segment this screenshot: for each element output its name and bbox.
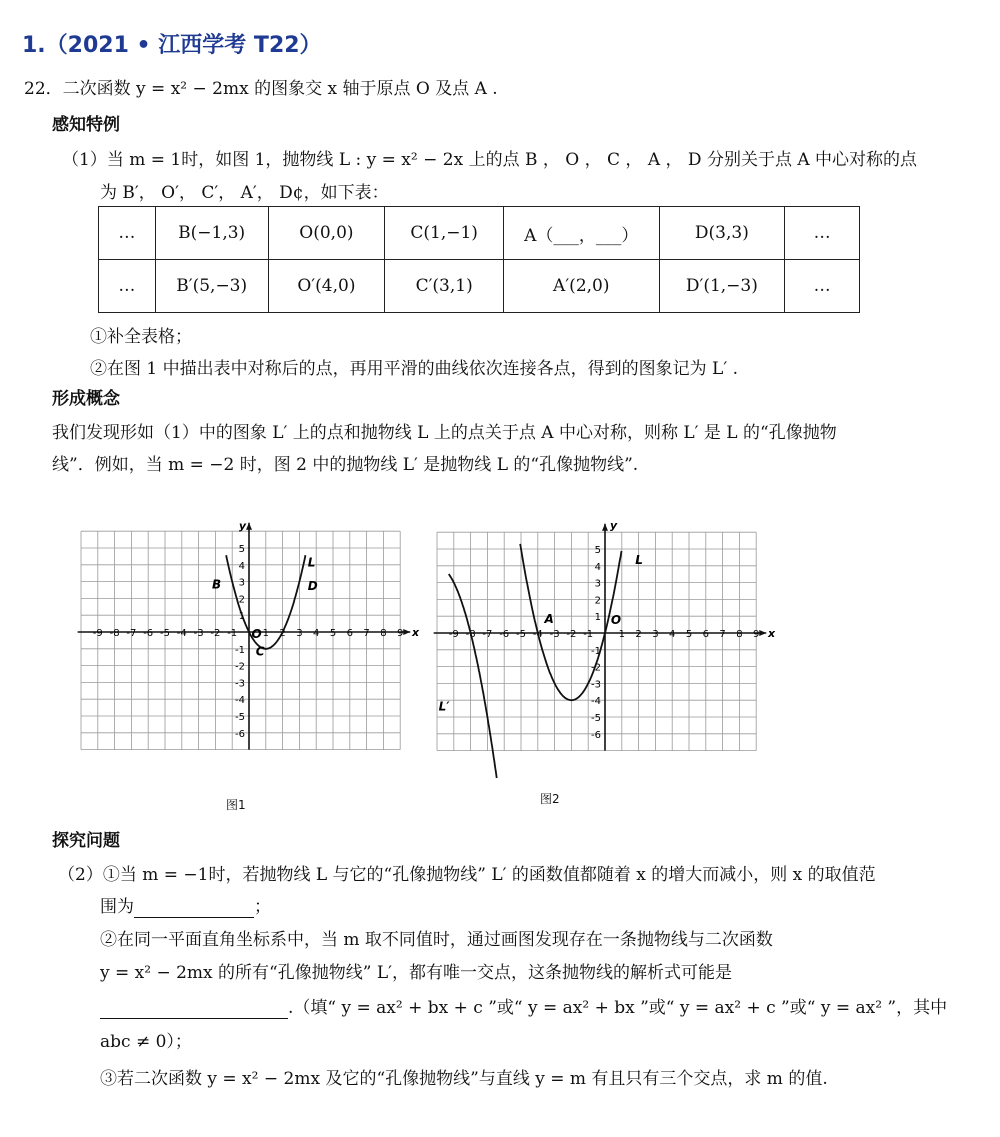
- x-tick-label: 2: [635, 629, 642, 640]
- y-tick-label: 4: [594, 561, 601, 573]
- figure-1-tick-labels: [93, 544, 404, 740]
- y-tick-label: -6: [235, 728, 245, 740]
- table-row: [99, 207, 860, 260]
- section-heading-3: 探究问题: [52, 831, 120, 851]
- figure-1-graph: [60, 478, 430, 778]
- x-axis-label: x: [767, 627, 776, 640]
- x-tick-label: -9: [448, 629, 459, 640]
- table-cell: O′(4,0): [268, 260, 385, 313]
- task-2: ②在图 1 中描出表中对称后的点，再用平滑的曲线依次连接各点，得到的图象记为 L′ .: [90, 359, 738, 379]
- figure-2-caption: 图2: [540, 792, 560, 806]
- y-tick-label: -6: [591, 729, 601, 741]
- x-tick-label: 3: [652, 629, 659, 640]
- x-tick-label: -4: [176, 628, 187, 639]
- table-cell: …: [785, 207, 860, 260]
- x-tick-label: -1: [583, 629, 594, 640]
- x-tick-label: -4: [532, 629, 543, 640]
- x-tick-label: 1: [262, 628, 269, 639]
- x-tick-label: 7: [719, 629, 726, 640]
- y-tick-label: 2: [594, 595, 601, 607]
- y-tick-label: -4: [591, 696, 601, 708]
- curve-label-L: L: [307, 555, 316, 570]
- y-tick-label: -2: [235, 661, 245, 673]
- y-tick-label: 1: [594, 612, 601, 624]
- y-tick-label: -5: [235, 712, 245, 723]
- x-tick-label: 2: [279, 628, 286, 639]
- y-tick-label: -4: [235, 695, 245, 707]
- x-tick-label: -2: [566, 629, 577, 640]
- points-table: [98, 206, 860, 313]
- concept-paragraph-line2: 线”．例如，当 m = −2 时，图 2 中的抛物线 L′ 是抛物线 L 的“孔像抛物线”.: [52, 455, 639, 475]
- y-tick-label: -5: [591, 713, 601, 724]
- x-tick-label: -8: [465, 629, 476, 640]
- question-stem: [24, 74, 498, 99]
- origin-label: O: [251, 626, 262, 641]
- table-cell: B′(5,−3): [155, 260, 268, 313]
- x-axis-label: x: [411, 626, 420, 639]
- q2-part2-line3: [100, 993, 947, 1019]
- x-tick-label: -7: [482, 629, 493, 640]
- x-tick-label: -3: [549, 629, 560, 640]
- q2-part1-line2: [100, 892, 271, 918]
- table-row: [99, 260, 860, 313]
- y-tick-label: 1: [238, 611, 245, 623]
- x-tick-label: -5: [160, 628, 170, 639]
- question-number: 22．: [24, 79, 63, 99]
- x-tick-label: 5: [329, 628, 337, 639]
- point-label-C: C: [255, 644, 265, 659]
- x-tick-label: 9: [753, 629, 760, 640]
- answer-blank-2[interactable]: [100, 998, 288, 1019]
- q2-part1-line1: （2）①当 m = −1时，若抛物线 L 与它的“孔像抛物线” L′ 的函数值都随着 x 的增大而减小，则 x 的取值范: [58, 865, 876, 885]
- figure-2-graph: [428, 478, 800, 778]
- y-axis-label: y: [610, 518, 618, 532]
- table-cell: …: [99, 260, 156, 313]
- x-tick-label: 6: [702, 629, 709, 640]
- figure-2-tick-labels: [449, 545, 760, 741]
- x-tick-label: 5: [685, 629, 693, 640]
- q2-part2-line1: ②在同一平面直角坐标系中，当 m 取不同值时，通过画图发现存在一条抛物线与二次函数: [100, 930, 773, 950]
- table-cell-blank: A（___，___）: [504, 207, 660, 260]
- y-tick-label: 3: [238, 577, 245, 589]
- section-heading-1: 感知特例: [52, 115, 120, 135]
- y-tick-label: 2: [238, 594, 245, 606]
- x-tick-label: 8: [736, 629, 743, 640]
- x-tick-label: -5: [516, 629, 526, 640]
- x-tick-label: 3: [296, 628, 303, 639]
- table-cell: C′(3,1): [385, 260, 504, 313]
- figure-2: [428, 478, 800, 782]
- y-tick-label: -3: [235, 678, 245, 690]
- y-axis-arrow: [246, 523, 252, 530]
- y-axis-label: y: [238, 519, 247, 533]
- x-axis-arrow: [403, 629, 410, 635]
- table-cell: …: [785, 260, 860, 313]
- point-label-B: B: [212, 577, 222, 592]
- stem-text: 二次函数 y = x² − 2mx 的图象交 x 轴于原点 O 及点 A .: [62, 79, 498, 99]
- y-tick-label: -1: [235, 644, 245, 656]
- x-axis-arrow: [759, 630, 766, 636]
- x-tick-label: -2: [210, 628, 221, 639]
- origin-label: O: [610, 612, 622, 627]
- x-tick-label: 8: [380, 628, 387, 639]
- x-tick-label: -6: [143, 628, 154, 639]
- x-tick-label: 7: [363, 628, 370, 639]
- x-tick-label: 9: [397, 628, 404, 639]
- table-cell: A′(2,0): [504, 260, 660, 313]
- y-tick-label: 3: [594, 578, 601, 590]
- point-label-A: A: [544, 611, 554, 626]
- x-tick-label: -9: [92, 628, 103, 639]
- task-1: ①补全表格；: [90, 327, 192, 347]
- q1-line2: 为 B′， O′， C′， A′， D¢，如下表：: [100, 183, 389, 203]
- curve-label-L-prime: L′: [438, 699, 450, 714]
- table-cell: D′(1,−3): [659, 260, 785, 313]
- x-tick-label: -8: [109, 628, 120, 639]
- table-cell: …: [99, 207, 156, 260]
- table-cell: O(0,0): [268, 207, 385, 260]
- table-cell: B(−1,3): [155, 207, 268, 260]
- y-tick-label: -1: [591, 645, 601, 657]
- curve-label-L: L: [635, 553, 643, 568]
- q2-part2-line4: abc ≠ 0）；: [100, 1032, 192, 1052]
- figure-1-caption: 图1: [226, 798, 246, 812]
- x-tick-label: 4: [669, 629, 676, 640]
- q2-part1-prefix: 围为: [100, 897, 134, 917]
- q2-part2-options: .（填“ y = ax² + bx + c ”或“ y = ax² + bx ”或“ y = ax² + c ”或“ y = ax² ”，其中: [288, 998, 948, 1018]
- y-tick-label: 4: [238, 560, 245, 572]
- x-tick-label: 1: [618, 629, 625, 640]
- table-cell: D(3,3): [659, 207, 785, 260]
- table-cell: C(1,−1): [385, 207, 504, 260]
- x-tick-label: -1: [227, 628, 238, 639]
- x-tick-label: -3: [193, 628, 204, 639]
- x-tick-label: -7: [126, 628, 137, 639]
- answer-blank-1[interactable]: [134, 897, 254, 918]
- y-tick-label: -3: [591, 679, 601, 691]
- y-tick-label: -2: [591, 662, 601, 674]
- x-tick-label: -6: [499, 629, 510, 640]
- q1-line1: （1）当 m = 1时，如图 1，抛物线 L : y = x² − 2x 上的点 B ， O ， C ， A ， D 分别关于点 A 中心对称的点: [62, 150, 918, 170]
- q2-part1-suffix: ；: [254, 897, 271, 917]
- x-tick-label: 4: [313, 628, 320, 639]
- parabola-L-prime: [449, 574, 555, 778]
- parabola-L: [520, 544, 621, 700]
- y-axis-arrow: [602, 524, 608, 531]
- y-tick-label: 5: [594, 545, 601, 556]
- x-tick-label: 6: [346, 628, 353, 639]
- q2-part3: ③若二次函数 y = x² − 2mx 及它的“孔像抛物线”与直线 y = m 有且只有三个交点，求 m 的值.: [100, 1069, 828, 1089]
- point-label-D: D: [307, 579, 318, 593]
- figure-1: [60, 478, 430, 782]
- concept-paragraph-line1: 我们发现形如（1）中的图象 L′ 上的点和抛物线 L 上的点关于点 A 中心对称，则称 L′ 是 L 的“孔像抛物: [52, 423, 837, 443]
- q2-part2-line2: y = x² − 2mx 的所有“孔像抛物线” L′，都有唯一交点，这条抛物线的解析式可能是: [100, 963, 732, 983]
- section-heading-2: 形成概念: [52, 389, 120, 409]
- y-tick-label: 5: [238, 544, 245, 555]
- question-title: 1.（2021 • 江西学考 T22）: [22, 33, 322, 58]
